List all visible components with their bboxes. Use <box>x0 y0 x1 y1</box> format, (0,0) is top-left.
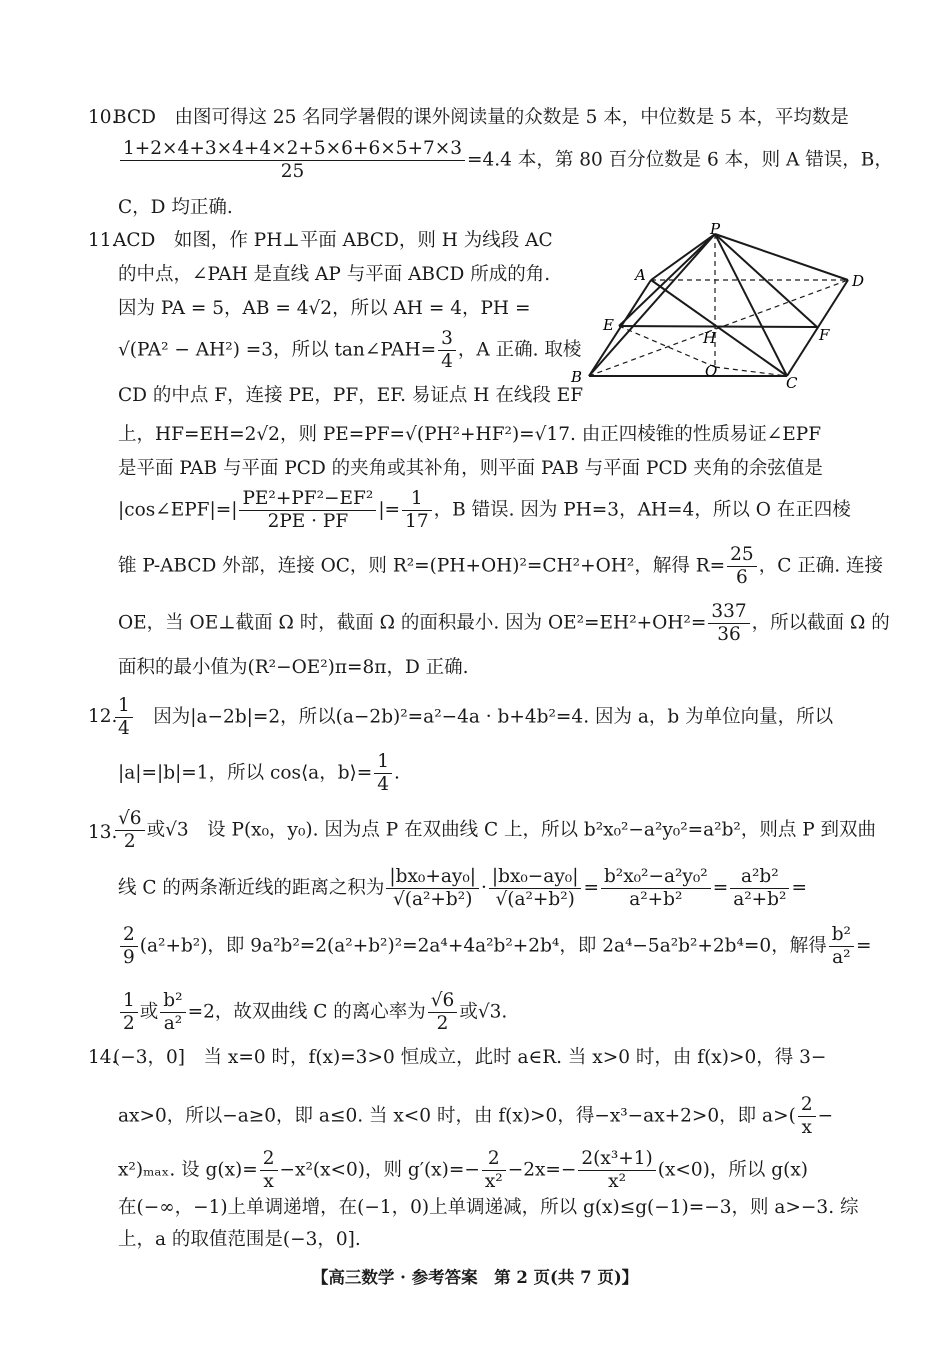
q14-text3c: −2x=− <box>507 1159 577 1181</box>
q14-number: 14. <box>88 1047 118 1068</box>
q11-text4a: √(PA² − AH²) =3，所以 tan∠PAH= <box>118 339 437 361</box>
q11-text8b: |= <box>378 499 401 521</box>
q11-line3: 因为 PA = 5，AB = 4√2，所以 AH = 4，PH = <box>118 298 531 319</box>
q11-line6: 上，HF=EH=2√2，则 PE=PF=√(PH²+HF²)=√17. 由正四棱锥的性质易证∠EPF <box>118 424 822 445</box>
q13-eq2: = <box>712 877 729 899</box>
pyramid-figure <box>565 222 875 394</box>
q13-answer: $\frac{√6}{2}$ <box>115 808 145 853</box>
q12-number: 12. <box>88 706 118 727</box>
q11-line11: 面积的最小值为(R²−OE²)π=8π，D 正确. <box>118 657 469 678</box>
q12-line1 <box>113 695 833 740</box>
q10-answer: BCD <box>113 107 156 128</box>
q11-text9b: ，C 正确. 连接 <box>758 555 883 577</box>
q14-line2: ax>0，所以−a≥0，即 a≤0. 当 x<0 时，由 f(x)>0，得−x³−ax+2>0，即 a>( $\frac{2}{x}$ − <box>118 1094 834 1138</box>
q13-number: 13. <box>88 822 118 843</box>
q14-text3a: x²)ₘₐₓ. 设 g(x)= <box>118 1159 258 1181</box>
q13-text4a: 或 <box>139 1001 159 1023</box>
q13-text2a: 线 C 的两条渐近线的距离之积为 <box>118 877 385 899</box>
q11-text1: 如图，作 PH⊥平面 ABCD，则 H 为线段 AC <box>173 230 553 251</box>
q12-text2a: |a|=|b|=1，所以 cos⟨a，b⟩= <box>118 762 373 784</box>
q13-line1 <box>113 808 876 853</box>
q13-line4: $\frac{1}{2}$ 或 $\frac{\text{b²}}{\text{a²}}$ =2，故双曲线 C 的离心率为 $\frac{√6}{2}$ 或√3. <box>118 990 507 1035</box>
q13-text4b: =2，故双曲线 C 的离心率为 <box>187 1001 426 1023</box>
label-P: P <box>710 222 721 238</box>
label-H: H <box>703 329 717 347</box>
q13-eq1: = <box>583 877 599 899</box>
q13-text1: 设 P(x₀，y₀). 因为点 P 在双曲线 C 上，所以 b²x₀²−a²y₀²=a²b²，则点 P 到双曲 <box>207 819 877 841</box>
q11-text8c: ，B 错误. 因为 PH=3，AH=4，所以 O 在正四棱 <box>433 499 851 521</box>
label-F: F <box>819 326 830 344</box>
q11-text10b: ，所以截面 Ω 的 <box>751 612 890 634</box>
q13-text3a: (a²+b²)，即 9a²b²=2(a²+b²)²=2a⁴+4a²b²+2b⁴，即 2a⁴−5a²b²+2b⁴=0，解得 <box>139 935 827 957</box>
q11-line1 <box>113 229 553 253</box>
q11-line9: 锥 P-ABCD 外部，连接 OC，则 R²=(PH+OH)²=CH²+OH²，解得 R= $\frac{25}{6}$ ，C 正确. 连接 <box>118 544 883 588</box>
q13-line3: $\frac{2}{9}$ (a²+b²)，即 9a²b²=2(a²+b²)²=2a⁴+4a²b²+2b⁴，即 2a⁴−5a²b²+2b⁴=0，解得 $\frac{\text{b²}}{\text{a²}}$ = <box>118 924 871 969</box>
q12-text2b: . <box>394 762 400 784</box>
q10-text2: =4.4 本，第 80 百分位数是 6 本，则 A 错误，B， <box>467 149 893 171</box>
q11-answer: ACD <box>113 230 156 251</box>
q12-text1: 因为|a−2b|=2，所以(a−2b)²=a²−4a · b+4b²=4. 因为 a，b 为单位向量，所以 <box>153 706 834 728</box>
label-C: C <box>786 374 798 392</box>
q13-line2: 线 C 的两条渐近线的距离之积为 $\frac{\text{|bx₀+ay₀|}}{\text{√(a²+b²)}}$ · $\frac{\text{|bx₀−ay₀|}}{\text{√(a²+b²)}}$ = $\frac{\text{b²x₀²−a²y₀²}}{\text{a²+b²}}$ = $\frac{\text{a²b²}}{\text{a²+b²}}$ = <box>118 866 807 910</box>
q13-dot: · <box>480 877 487 899</box>
q10-text1: 由图可得这 25 名同学暑假的课外阅读量的众数是 5 本，中位数是 5 本，平均数是 <box>174 107 849 128</box>
q13-text4c: 或√3. <box>459 1001 508 1023</box>
label-B: B <box>571 368 583 386</box>
q10-number: 10. <box>88 107 118 128</box>
q14-text1: 当 x=0 时，f(x)=3>0 恒成立，此时 a∈R. 当 x>0 时，由 f(x)>0，得 3− <box>203 1047 827 1068</box>
q13-text3b: = <box>855 935 872 957</box>
q14-line5: 上，a 的取值范围是(−3，0]. <box>118 1229 361 1250</box>
q11-line5: CD 的中点 F，连接 PE，PF，EF. 易证点 H 在线段 EF <box>118 385 584 406</box>
q11-text8a: |cos∠EPF|=| <box>118 499 238 521</box>
q14-text3b: −x²(x<0)，则 g′(x)=− <box>279 1159 480 1181</box>
q12-line2: |a|=|b|=1，所以 cos⟨a，b⟩= $\frac{1}{4}$ . <box>118 751 400 795</box>
q11-line2: 的中点，∠PAH 是直线 AP 与平面 ABCD 所成的角. <box>118 264 551 285</box>
q11-line7: 是平面 PAB 与平面 PCD 的夹角或其补角，则平面 PAB 与平面 PCD 夹角的余弦值是 <box>118 458 823 479</box>
page-footer: 【高三数学 · 参考答案 第 2 页(共 7 页)】 <box>311 1268 639 1287</box>
q10-mean-fraction: $\frac{1+2\times 4+3\times 4+4\times 2+5\times 6+6\times 5+7\times 3}{25}$ <box>120 138 465 183</box>
q14-text2b: − <box>817 1105 834 1127</box>
q10-line2 <box>118 138 893 183</box>
q11-line8: |cos∠EPF|=| $\frac{\text{PE²+PF²−EF²}}{2PE \cdot PF}$ |= $\frac{1}{17}$ ，B 错误. 因为 PH=3，AH=4，所以 O 在正四棱 <box>118 488 851 532</box>
q11-text9a: 锥 P-ABCD 外部，连接 OC，则 R²=(PH+OH)²=CH²+OH²，解得 R= <box>118 555 726 577</box>
q14-answer: (−3，0] <box>113 1047 185 1068</box>
label-E: E <box>603 316 614 334</box>
q11-text4b: ，A 正确. 取棱 <box>457 339 582 361</box>
q11-text10a: OE，当 OE⊥截面 Ω 时，截面 Ω 的面积最小. 因为 OE²=EH²+OH²= <box>118 612 707 634</box>
q11-line4: √(PA² − AH²) =3，所以 tan∠PAH= $\frac{3}{4}$ ，A 正确. 取棱 <box>118 328 582 372</box>
q10-line3: C，D 均正确. <box>118 197 233 218</box>
label-O: O <box>705 362 718 380</box>
q11-line10: OE，当 OE⊥截面 Ω 时，截面 Ω 的面积最小. 因为 OE²=EH²+OH²= $\frac{337}{36}$ ，所以截面 Ω 的 <box>118 601 890 645</box>
q14-line4: 在(−∞，−1)上单调递增，在(−1，0)上单调递减，所以 g(x)≤g(−1)=−3，则 a>−3. 综 <box>118 1197 859 1218</box>
q14-text3d: (x<0)，所以 g(x) <box>657 1159 808 1181</box>
q13-answer-b: 或√3 <box>146 819 189 841</box>
q14-line1 <box>113 1046 826 1070</box>
q11-number: 11. <box>88 230 118 251</box>
label-A: A <box>635 266 646 284</box>
q14-text2a: ax>0，所以−a≥0，即 a≤0. 当 x<0 时，由 f(x)>0，得−x³−ax+2>0，即 a>( <box>118 1105 796 1127</box>
q13-eq3: = <box>791 877 807 899</box>
q10-line1 <box>113 106 849 130</box>
label-D: D <box>852 272 865 290</box>
q14-line3: x²)ₘₐₓ. 设 g(x)= $\frac{2}{x}$ −x²(x<0)，则 g′(x)=− $\frac{2}{\text{x²}}$ −2x=− $\frac{\text{2(x³+1)}}{\text{x²}}$ (x<0)，所以 g(x) <box>118 1148 808 1192</box>
q12-answer: $\frac{1}{4}$ <box>115 695 133 740</box>
